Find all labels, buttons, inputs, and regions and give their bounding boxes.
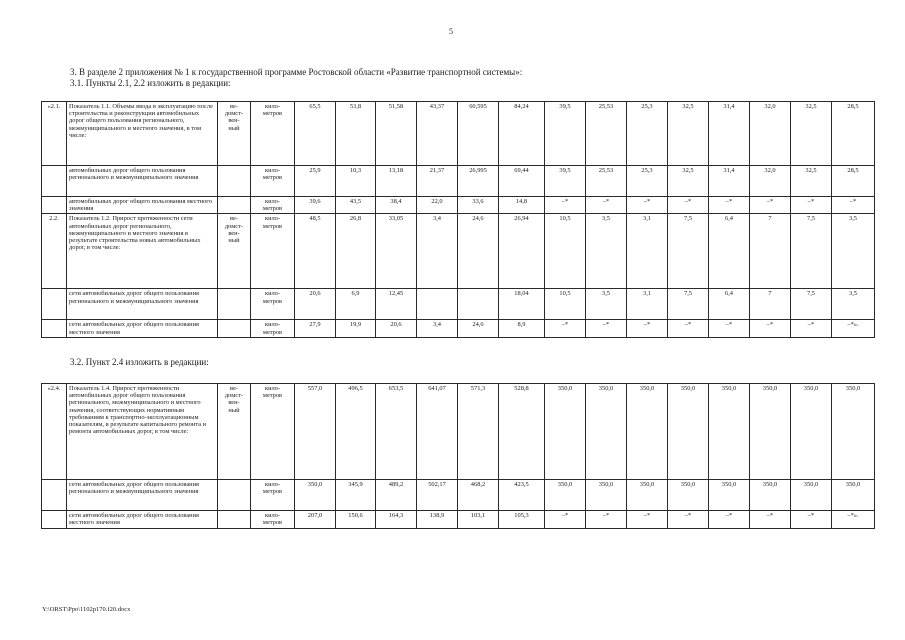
unit-text: метров	[262, 205, 283, 213]
value-cell: –*	[545, 511, 586, 529]
value-cell: 350,0	[832, 480, 875, 511]
value-cell: 350,0	[586, 480, 627, 511]
value-cell: 18,04	[499, 289, 545, 320]
row-number-cell	[42, 320, 67, 338]
value-cell: –*	[709, 197, 750, 214]
value-cell: 25,3	[627, 102, 668, 166]
value-cell: 33,05	[376, 214, 417, 289]
value-cell: 32,5	[791, 102, 832, 166]
file-path-footer: Y:\ORST\Ppo\1102p170.f20.docx	[42, 606, 131, 613]
value-cell: 12,45	[376, 289, 417, 320]
value-cell: –*	[668, 197, 709, 214]
value-cell: –*	[709, 320, 750, 338]
value-cell: 105,3	[499, 511, 545, 529]
unit-cell	[251, 197, 295, 214]
value-cell: 60,595	[458, 102, 499, 166]
row-number-cell: «2.4.	[42, 384, 67, 480]
table-row	[42, 166, 875, 197]
value-cell: 423,5	[499, 480, 545, 511]
value-cell: 10,3	[336, 166, 376, 197]
value-cell: –*	[545, 197, 586, 214]
indicator-name-cell: сети автомобильных дорог общего пользования местного значения	[67, 320, 218, 338]
value-cell: 6,4	[709, 289, 750, 320]
indicator-name-cell: Показатель 1.4. Прирост протяженности автомобильных дорог общего пользования регионального, межмуниципального и местного значения, соответствующих нормативным требованиям к транспортно-эксплуатационным показателям, в результате капитального ремонта и ремонта автомобильных дорог, в том числе:	[67, 384, 218, 480]
value-cell: 53,8	[336, 102, 376, 166]
value-cell: 25,53	[586, 166, 627, 197]
value-cell: 8,9	[499, 320, 545, 338]
value-cell: 31,4	[709, 166, 750, 197]
unit-text: кило-	[264, 512, 281, 519]
unit-cell	[251, 384, 295, 480]
value-cell: 48,5	[295, 214, 336, 289]
table-row	[42, 511, 875, 529]
value-cell: 350,0	[295, 480, 336, 511]
indicator-type-cell	[218, 166, 251, 197]
value-cell: 350,0	[832, 384, 875, 480]
value-cell: 25,3	[627, 166, 668, 197]
value-cell: 653,5	[376, 384, 417, 480]
value-cell: 26,995	[458, 166, 499, 197]
indicator-name-cell: Показатель 1.1. Объемы ввода в эксплуатацию после строительства и реконструкции автомобильных дорог общего пользования регионального, межмуниципального и местного значения, в том числе:	[67, 102, 218, 166]
row-number-cell	[42, 480, 67, 511]
value-cell: 7,5	[668, 289, 709, 320]
indicator-type-cell	[218, 197, 251, 214]
row-number-cell: «2.1.	[42, 102, 67, 166]
value-cell: 3,1	[627, 214, 668, 289]
indicator-type-text: вен-	[228, 229, 240, 237]
value-cell: 164,3	[376, 511, 417, 529]
value-cell: 33,6	[458, 197, 499, 214]
indicator-type-cell	[218, 511, 251, 529]
indicator-type-cell	[218, 320, 251, 338]
value-cell: 22,0	[417, 197, 458, 214]
indicator-type-text: вен-	[228, 117, 240, 125]
value-cell: 3,4	[417, 214, 458, 289]
value-cell: –*	[586, 320, 627, 338]
table-row	[42, 480, 875, 511]
indicator-name-cell: автомобильных дорог общего пользования регионального и межмуниципального значения	[67, 166, 218, 197]
indicator-type-text: вен-	[228, 399, 240, 407]
value-cell: 3,5	[832, 289, 875, 320]
indicator-name-cell: автомобильных дорог общего пользования местного значения	[67, 197, 218, 214]
value-cell: 20,6	[376, 320, 417, 338]
value-cell: 528,8	[499, 384, 545, 480]
page-number: 5	[449, 27, 453, 36]
value-cell: 150,6	[336, 511, 376, 529]
indicator-type-text: домст-	[224, 222, 244, 230]
unit-text: метров	[262, 519, 283, 527]
value-cell: –*	[750, 511, 791, 529]
value-cell: 10,5	[545, 214, 586, 289]
row-number-cell	[42, 511, 67, 529]
value-cell: 6,9	[336, 289, 376, 320]
value-cell: 39,5	[545, 102, 586, 166]
value-cell: 350,0	[750, 480, 791, 511]
value-cell: 3,5	[586, 289, 627, 320]
unit-text: метров	[262, 392, 283, 400]
intro-line-2: 3.1. Пункты 2.1, 2.2 изложить в редакции:	[70, 78, 231, 88]
value-cell: –*	[627, 320, 668, 338]
value-cell: 24,6	[458, 320, 499, 338]
value-cell: 32,0	[750, 166, 791, 197]
value-cell: 350,0	[750, 384, 791, 480]
value-cell: 43,5	[336, 197, 376, 214]
value-cell: 27,9	[295, 320, 336, 338]
row-number-cell	[42, 289, 67, 320]
value-cell: 32,0	[750, 102, 791, 166]
value-cell: –*	[668, 320, 709, 338]
unit-text: кило-	[264, 385, 281, 392]
unit-cell	[251, 166, 295, 197]
indicator-type-text: домст-	[224, 392, 244, 400]
value-cell: 350,0	[586, 384, 627, 480]
value-cell	[417, 289, 458, 320]
value-cell: 43,37	[417, 102, 458, 166]
value-cell: 138,9	[417, 511, 458, 529]
value-cell: 350,0	[668, 384, 709, 480]
unit-cell	[251, 289, 295, 320]
table-row	[42, 214, 875, 289]
value-cell: –*	[791, 320, 832, 338]
indicator-type-text: ве-	[230, 215, 238, 223]
indicator-type-text: ве-	[230, 103, 238, 110]
table-row	[42, 197, 875, 214]
indicator-name-cell: сети автомобильных дорог общего пользования регионального и межмуниципального значения	[67, 289, 218, 320]
value-cell: 28,5	[832, 166, 875, 197]
unit-text: метров	[262, 328, 283, 336]
indicator-type-cell	[218, 214, 251, 289]
value-cell: 350,0	[627, 384, 668, 480]
unit-text: метров	[262, 488, 283, 496]
value-cell: 7	[750, 289, 791, 320]
value-cell: 39,6	[295, 197, 336, 214]
value-cell: 103,1	[458, 511, 499, 529]
value-cell: –*	[586, 197, 627, 214]
unit-text: кило-	[264, 321, 281, 329]
value-cell: 345,9	[336, 480, 376, 511]
value-cell: 14,8	[499, 197, 545, 214]
value-cell: 21,37	[417, 166, 458, 197]
indicator-type-text: ный	[228, 124, 240, 132]
indicator-type-cell	[218, 102, 251, 166]
indicator-type-text: ный	[228, 406, 240, 414]
value-cell: 25,9	[295, 166, 336, 197]
unit-text: кило-	[264, 167, 281, 174]
table-row	[42, 320, 875, 338]
value-cell: 32,5	[668, 166, 709, 197]
indicators-table-1	[41, 101, 875, 338]
value-cell: 26,94	[499, 214, 545, 289]
value-cell: 24,6	[458, 214, 499, 289]
value-cell: 19,9	[336, 320, 376, 338]
value-cell: –*	[545, 320, 586, 338]
value-cell: 641,07	[417, 384, 458, 480]
unit-text: кило-	[264, 290, 281, 298]
indicator-type-text: ве-	[230, 385, 238, 392]
table-row	[42, 102, 875, 166]
value-cell: 31,4	[709, 102, 750, 166]
value-cell: 69,44	[499, 166, 545, 197]
value-cell: –*».	[832, 511, 875, 529]
section-2-title: 3.2. Пункт 2.4 изложить в редакции:	[70, 357, 209, 367]
value-cell: –*	[832, 197, 875, 214]
indicator-type-cell	[218, 289, 251, 320]
value-cell: 51,58	[376, 102, 417, 166]
row-number-cell	[42, 197, 67, 214]
value-cell: 3,5	[832, 214, 875, 289]
unit-text: метров	[262, 110, 283, 118]
unit-text: метров	[262, 297, 283, 305]
value-cell: 7,5	[791, 289, 832, 320]
value-cell: –*	[750, 197, 791, 214]
intro-line-1: 3. В разделе 2 приложения № 1 к государственной программе Ростовской области «Развитие транспортной системы»:	[70, 67, 523, 77]
value-cell: 350,0	[545, 480, 586, 511]
value-cell: 6,4	[709, 214, 750, 289]
value-cell: 468,2	[458, 480, 499, 511]
unit-cell	[251, 102, 295, 166]
value-cell: 32,5	[668, 102, 709, 166]
value-cell: 496,5	[336, 384, 376, 480]
value-cell: –*».	[832, 320, 875, 338]
indicator-type-text: ный	[228, 237, 240, 245]
value-cell: 84,24	[499, 102, 545, 166]
table-row	[42, 289, 875, 320]
value-cell: 571,3	[458, 384, 499, 480]
indicator-type-cell	[218, 384, 251, 480]
value-cell: 26,8	[336, 214, 376, 289]
value-cell: 350,0	[791, 480, 832, 511]
value-cell: 489,2	[376, 480, 417, 511]
value-cell: 25,53	[586, 102, 627, 166]
unit-cell	[251, 214, 295, 289]
unit-text: кило-	[264, 198, 281, 205]
unit-text: метров	[262, 222, 283, 230]
value-cell: 350,0	[709, 480, 750, 511]
value-cell: 7	[750, 214, 791, 289]
value-cell: 350,0	[545, 384, 586, 480]
indicator-name-cell: сети автомобильных дорог общего пользования местного значения	[67, 511, 218, 529]
value-cell: –*	[709, 511, 750, 529]
unit-cell	[251, 480, 295, 511]
unit-cell	[251, 511, 295, 529]
value-cell: –*	[586, 511, 627, 529]
value-cell: 350,0	[709, 384, 750, 480]
value-cell: –*	[791, 197, 832, 214]
indicator-type-text: домст-	[224, 110, 244, 118]
value-cell: 350,0	[627, 480, 668, 511]
value-cell: 350,0	[791, 384, 832, 480]
value-cell: 502,17	[417, 480, 458, 511]
unit-text: кило-	[264, 481, 281, 488]
value-cell: 3,4	[417, 320, 458, 338]
value-cell: 350,0	[668, 480, 709, 511]
value-cell: 20,6	[295, 289, 336, 320]
value-cell: –*	[668, 511, 709, 529]
indicator-name-cell: Показатель 1.2. Прирост протяженности сети автомобильных дорог регионального, межмуниципального и местного значения в результате строительства новых автомобильных дорог, в том числе:	[67, 214, 218, 289]
unit-text: кило-	[264, 215, 281, 223]
value-cell: –*	[750, 320, 791, 338]
value-cell: 13,18	[376, 166, 417, 197]
value-cell	[458, 289, 499, 320]
unit-cell	[251, 320, 295, 338]
value-cell: 38,4	[376, 197, 417, 214]
value-cell: –*	[791, 511, 832, 529]
value-cell: 7,5	[791, 214, 832, 289]
unit-text: кило-	[264, 103, 281, 110]
row-number-cell: 2.2.	[42, 214, 67, 289]
indicators-table-2	[41, 383, 875, 529]
value-cell: 28,5	[832, 102, 875, 166]
value-cell: –*	[627, 511, 668, 529]
row-number-cell	[42, 166, 67, 197]
value-cell: 32,5	[791, 166, 832, 197]
unit-text: метров	[262, 174, 283, 182]
value-cell: 207,0	[295, 511, 336, 529]
table-row	[42, 384, 875, 480]
value-cell: 3,1	[627, 289, 668, 320]
value-cell: 65,5	[295, 102, 336, 166]
value-cell: 557,0	[295, 384, 336, 480]
value-cell: –*	[627, 197, 668, 214]
value-cell: 39,5	[545, 166, 586, 197]
indicator-type-cell	[218, 480, 251, 511]
value-cell: 7,5	[668, 214, 709, 289]
indicator-name-cell: сети автомобильных дорог общего пользования регионального и межмуниципального значения	[67, 480, 218, 511]
value-cell: 10,5	[545, 289, 586, 320]
value-cell: 3,5	[586, 214, 627, 289]
